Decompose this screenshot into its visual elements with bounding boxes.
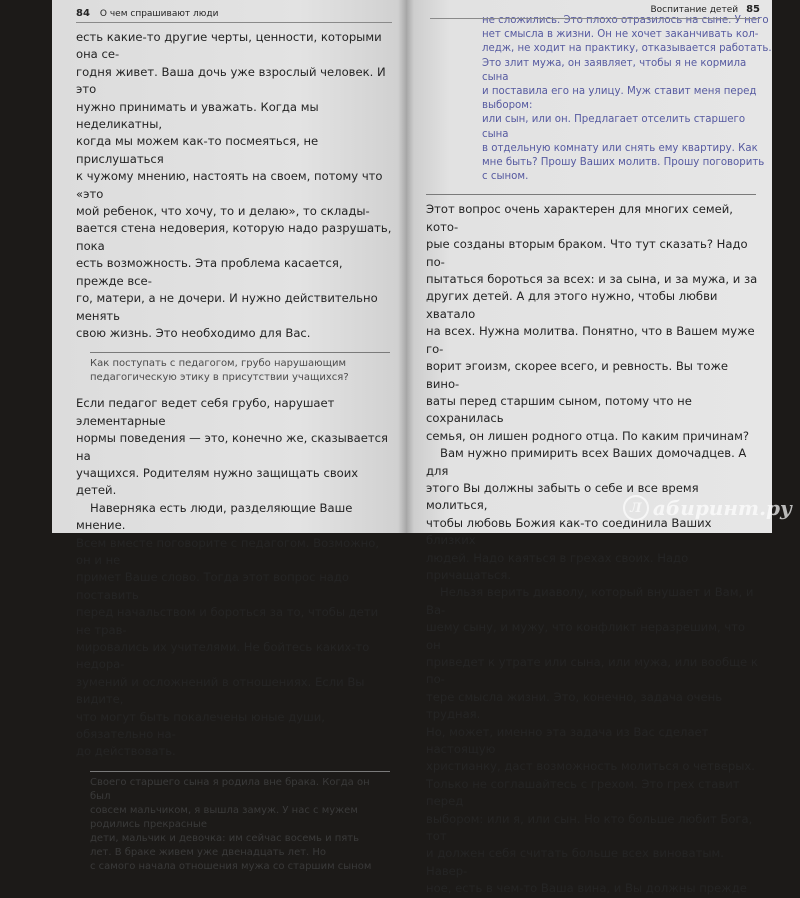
text-line: Нельзя верить диаволу, который внушает и Вам, и Ва-	[426, 585, 754, 617]
question-line: не сложились. Это плохо отразилось на сыне. У него	[482, 15, 769, 26]
text-line: свою жизнь. Это необходимо для Вас.	[76, 325, 311, 340]
question-line: нет смысла в жизни. Он не хочет заканчивать кол-	[482, 29, 759, 41]
text-line: го, матери, а не дочери. И нужно действительно менять	[76, 291, 378, 323]
question-line: ледж, не ходит на практику, отказывается работать.	[482, 43, 772, 55]
text-line: Вам нужно примирить всех Ваших домочадцев. А для	[426, 446, 747, 478]
text-line: на всех. Нужна молитва. Понятно, что в Вашем муже го-	[426, 324, 755, 356]
reader-question-continued	[482, 14, 772, 184]
text-line: христианку, даст возможность молиться о четверых.	[426, 759, 755, 774]
question-line: или сын, или он. Предлагает отселить старшего сына	[482, 114, 746, 140]
question-line: совсем мальчиком, я вышла замуж. У нас с мужем родились прекрасные	[90, 804, 358, 830]
left-paragraph-3	[76, 500, 392, 761]
text-line: нужно принимать и уважать. Когда мы неделикатны,	[76, 99, 319, 132]
text-line: шему сыну, и мужу, что конфликт неразрешим, что он	[426, 620, 746, 652]
text-line: есть какие-то другие черты, ценности, которыми она се-	[76, 30, 382, 62]
text-line: нормы поведения — это, конечно же, сказывается на	[76, 431, 388, 463]
right-running-head: Воспитание детей	[650, 5, 739, 15]
text-line: Всем вместе поговорите с педагогом. Возможно, он и не	[76, 535, 380, 567]
watermark-text: абиринт.ру	[652, 496, 792, 520]
book-spine-shadow	[398, 0, 414, 533]
reader-question-2	[90, 771, 390, 874]
text-line: приведет к утрате или сына, или мужа, или вообще к по-	[426, 655, 758, 687]
question-line: мне быть? Прошу Ваших молитв. Прошу поговорить	[482, 157, 765, 169]
text-line: перед начальством и бороться за то, чтобы дети не трав-	[76, 605, 379, 637]
reader-question-1: Как поступать с педагогом, грубо нарушающим педагогическую этику в присутствии учащихся?	[90, 352, 390, 385]
left-paragraph-1	[76, 29, 392, 342]
text-line: и должен себя считать больше всех виноватым. Навер-	[426, 846, 724, 878]
text-line: учащихся. Родителям нужно защищать своих детей.	[76, 465, 359, 498]
question-line: лет. В браке живем уже двенадцать лет. Но	[90, 846, 327, 858]
text-line: Наверняка есть люди, разделяющие Ваше мнение.	[76, 500, 353, 533]
text-line: Только не соглашайтесь с грехом. Это грех ставит перед	[426, 776, 740, 809]
text-line: ворит эгоизм, скорее всего, и ревность. Вы тоже вино-	[426, 359, 729, 391]
text-line: Этот вопрос очень характерен для многих семей, кото-	[426, 202, 733, 234]
question-line: и поставила его на улицу. Муж ставит меня перед выбором:	[482, 86, 757, 112]
question-line: в отдельную комнату или снять ему квартиру. Как	[482, 142, 758, 154]
left-paragraph-2	[76, 395, 392, 499]
labirint-watermark	[623, 495, 792, 521]
right-page-number: 85	[746, 4, 760, 15]
question-line: дети, мальчик и девочка: им сейчас восемь и пять	[90, 832, 360, 844]
text-line: людей. Надо каяться в грехах своих. Надо причащаться.	[426, 550, 689, 582]
text-line: рые созданы вторым браком. Что тут сказать? Надо по-	[426, 237, 748, 269]
text-line: семья, он лишен родного отца. По каким причинам?	[426, 428, 749, 443]
text-line: до действовать.	[76, 744, 176, 759]
right-running-header	[430, 4, 760, 19]
text-line: зумений и осложнений в отношениях. Если Вы видите,	[76, 674, 365, 707]
question-line: с самого начала отношения мужа со старшим сыном	[90, 860, 372, 872]
question-line: с сыном.	[482, 171, 529, 183]
text-line: есть возможность. Эта проблема касается, прежде все-	[76, 256, 343, 288]
text-line: этого Вы должны забыть о себе и все время молиться,	[426, 480, 699, 513]
text-line: выбором: или я, или сын. Но кто больше любит Бога, тот	[426, 811, 753, 844]
text-line: ваты перед старшим сыном, потому что не сохранилась	[426, 393, 692, 426]
right-page	[406, 0, 772, 896]
left-page	[52, 0, 406, 872]
left-running-head: О чем спрашивают люди	[99, 9, 219, 19]
text-line: тере смысла жизни. Это, конечно, задача очень трудная.	[426, 689, 723, 722]
text-line: Если педагог ведет себя грубо, нарушает элементарные	[76, 396, 335, 428]
left-page-number: 84	[76, 8, 90, 19]
text-line: чтобы любовь Божия как-то соединила Ваших близких	[426, 515, 712, 548]
text-line: примет Ваше слово. Тогда этот вопрос надо поставить	[76, 570, 349, 602]
text-line: ное, есть в чем-то Ваша вина, и Вы должны прежде	[426, 881, 747, 896]
text-line: других детей. А для этого нужно, чтобы любви хватало	[426, 289, 718, 321]
labirint-logo-icon: Л	[623, 495, 649, 521]
right-paragraph-1	[426, 201, 760, 445]
question-line: Это злит мужа, он заявляет, чтобы я не кормила сына	[482, 57, 747, 83]
text-line: мой ребенок, что хочу, то и делаю», то склады-	[76, 204, 370, 219]
left-running-header	[76, 8, 392, 23]
text-line: вается стена недоверия, которую надо разрушать, пока	[76, 221, 392, 253]
text-line: мировались их учителями. Не бойтесь каких-то недора-	[76, 640, 370, 672]
question-line: Своего старшего сына я родила вне брака. Когда он был	[90, 776, 370, 802]
separator-rule	[426, 194, 756, 195]
text-line: что могут быть покалечены юные души, обязательно на-	[76, 709, 325, 742]
text-line: Но, может, именно эта задача из Вас сделает настоящую	[426, 724, 709, 757]
text-line: когда мы можем как-то посмеяться, не прислушаться	[76, 134, 319, 166]
text-line: годня живет. Ваша дочь уже взрослый человек. И это	[76, 64, 386, 97]
text-line: к чужому мнению, настоять на своем, потому что «это	[76, 169, 383, 201]
text-line: пытаться бороться за всех: и за сына, и за мужа, и за	[426, 272, 758, 287]
